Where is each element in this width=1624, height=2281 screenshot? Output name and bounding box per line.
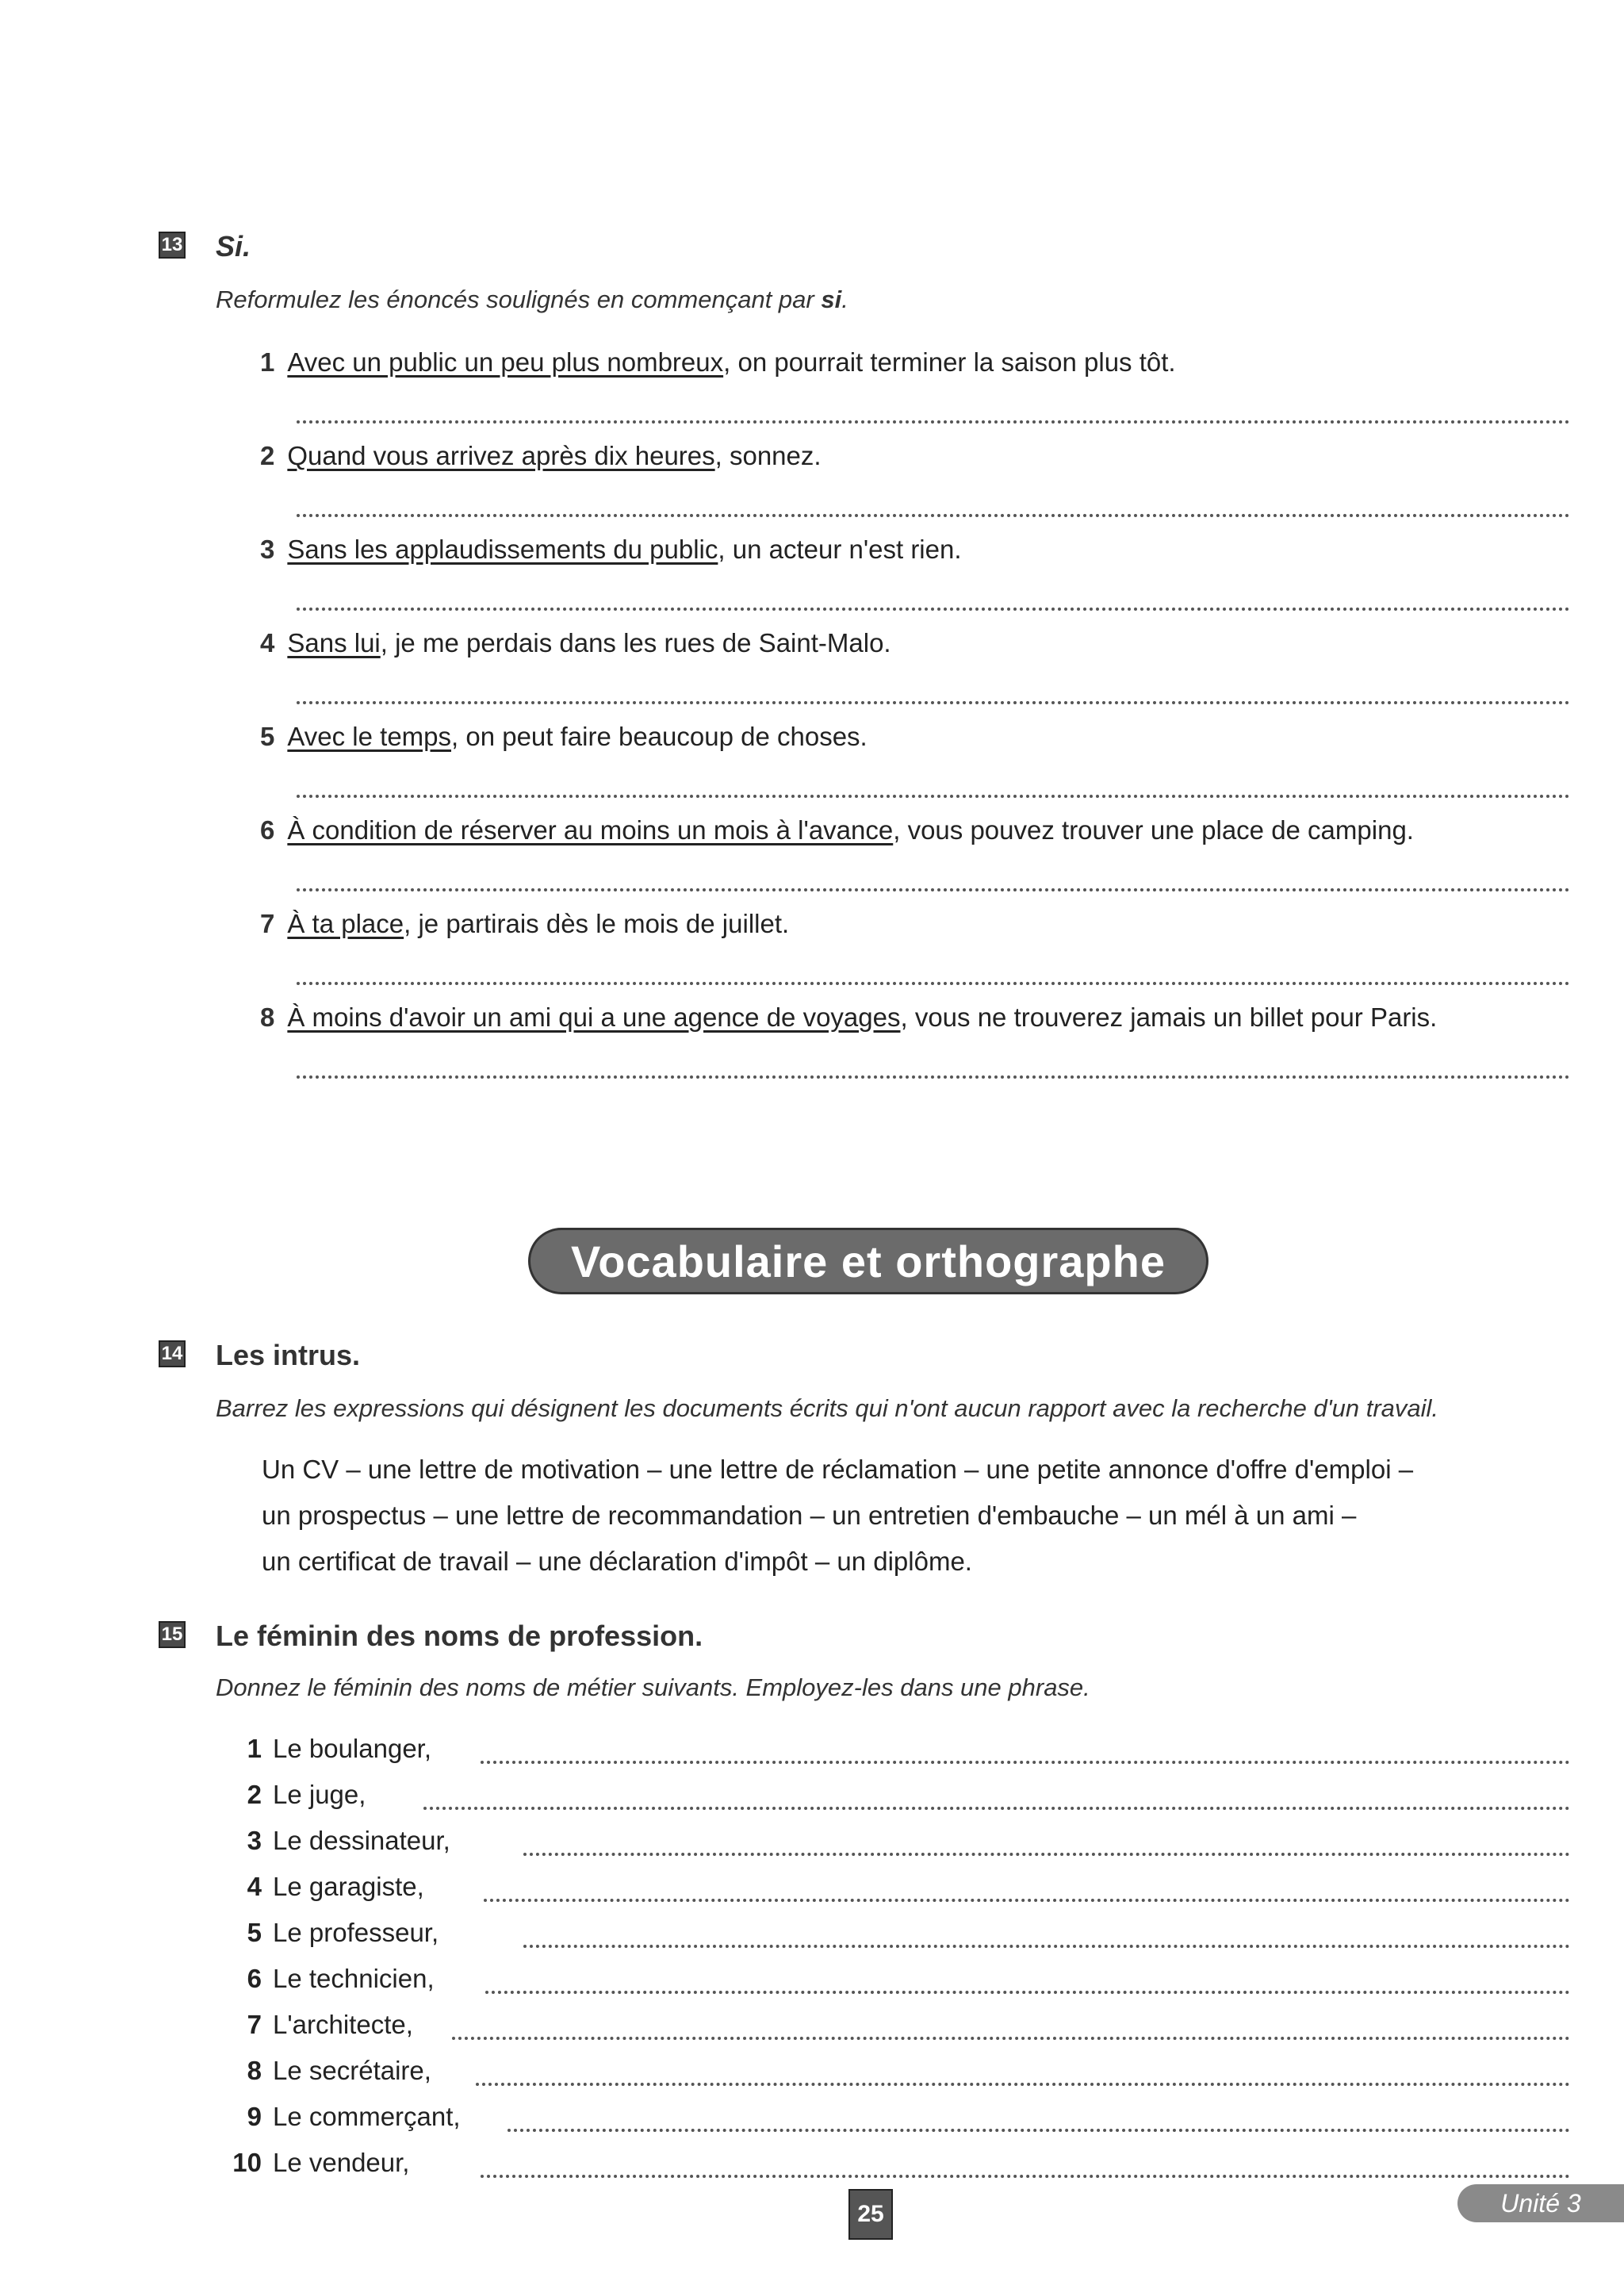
item-rest: , vous ne trouverez jamais un billet pour Paris. (900, 1002, 1438, 1032)
underlined-phrase: À condition de réserver au moins un mois à l'avance (287, 815, 894, 845)
section-banner-vocabulaire: Vocabulaire et orthographe (528, 1228, 1208, 1294)
profession-item-5 (230, 1918, 439, 1948)
item-number: 8 (247, 2056, 262, 2085)
profession-item-2 (230, 1780, 366, 1810)
exercise-number-14: 14 (159, 1340, 186, 1367)
exercise-13-title: Si. (216, 230, 251, 263)
profession-item-3 (230, 1826, 450, 1856)
intrus-line-2[interactable]: un prospectus – une lettre de recommandation – un entretien d'embauche – un mél à un ami – (262, 1501, 1357, 1530)
answer-line[interactable] (297, 982, 1570, 985)
ex13-item-8 (260, 1002, 1437, 1033)
profession-item-4 (230, 1872, 424, 1902)
profession-label: Le vendeur, (273, 2148, 410, 2177)
instruction-text: Reformulez les énoncés soulignés en commençant par (216, 286, 822, 313)
unit-tab: Unité 3 (1457, 2184, 1624, 2222)
instruction-end: . (841, 286, 848, 313)
underlined-phrase: Sans les applaudissements du public (287, 535, 718, 564)
item-number: 1 (260, 347, 275, 377)
answer-line[interactable] (297, 1075, 1570, 1079)
underlined-phrase: Avec un public un peu plus nombreux (287, 347, 724, 377)
item-number: 4 (247, 1872, 262, 1901)
item-number: 1 (247, 1734, 262, 1763)
item-number: 2 (247, 1780, 262, 1809)
profession-label: L'architecte, (273, 2010, 413, 2039)
intrus-line-3[interactable]: un certificat de travail – une déclaration d'impôt – un diplôme. (262, 1547, 972, 1576)
profession-label: Le technicien, (273, 1964, 435, 1993)
profession-label: Le boulanger, (273, 1734, 432, 1763)
exercise-15-instruction: Donnez le féminin des noms de métier suivants. Employez-les dans une phrase. (216, 1673, 1090, 1701)
underlined-phrase: Avec le temps (287, 722, 452, 751)
answer-line[interactable] (423, 1807, 1570, 1810)
ex13-item-5 (260, 722, 868, 752)
answer-line[interactable] (476, 2083, 1570, 2086)
instruction-keyword: si (821, 286, 842, 313)
profession-label: Le secrétaire, (273, 2056, 431, 2085)
underlined-phrase: À ta place (287, 909, 404, 938)
exercise-15-title: Le féminin des noms de profession. (216, 1620, 703, 1652)
exercise-number-13: 13 (159, 232, 186, 259)
profession-label: Le dessinateur, (273, 1826, 450, 1855)
item-number: 8 (260, 1002, 275, 1032)
profession-label: Le professeur, (273, 1918, 439, 1947)
answer-line[interactable] (297, 420, 1570, 424)
profession-item-8 (230, 2056, 431, 2086)
answer-line[interactable] (481, 1761, 1570, 1764)
item-rest: , sonnez. (714, 441, 822, 470)
item-number: 3 (260, 535, 275, 564)
item-number: 6 (260, 815, 275, 845)
ex13-item-2 (260, 441, 822, 471)
profession-item-1 (230, 1734, 431, 1764)
answer-line[interactable] (297, 608, 1570, 611)
answer-line[interactable] (508, 2129, 1570, 2132)
item-number: 5 (247, 1918, 262, 1947)
ex13-item-6 (260, 815, 1414, 845)
item-rest: , je partirais dès le mois de juillet. (404, 909, 790, 938)
item-number: 6 (247, 1964, 262, 1993)
item-rest: , on peut faire beaucoup de choses. (451, 722, 868, 751)
item-rest: , je me perdais dans les rues de Saint-Malo. (380, 628, 891, 657)
item-number: 10 (232, 2148, 262, 2177)
underlined-phrase: Sans lui (287, 628, 381, 657)
answer-line[interactable] (297, 795, 1570, 798)
exercise-14-instruction: Barrez les expressions qui désignent les documents écrits qui n'ont aucun rapport avec la recherche d'un travail. (216, 1394, 1439, 1422)
item-number: 7 (260, 909, 275, 938)
answer-line[interactable] (523, 1945, 1570, 1948)
ex13-item-4 (260, 628, 891, 658)
answer-line[interactable] (297, 514, 1570, 517)
item-rest: , un acteur n'est rien. (718, 535, 962, 564)
answer-line[interactable] (297, 888, 1570, 891)
item-number: 7 (247, 2010, 262, 2039)
ex13-item-1 (260, 347, 1176, 378)
answer-line[interactable] (484, 1899, 1570, 1902)
intrus-line-1[interactable]: Un CV – une lettre de motivation – une lettre de réclamation – une petite annonce d'offre d'emploi – (262, 1455, 1414, 1484)
exercise-13-instruction (216, 286, 848, 314)
ex13-item-7 (260, 909, 789, 939)
profession-item-7 (230, 2010, 413, 2040)
profession-item-6 (230, 1964, 435, 1994)
item-number: 2 (260, 441, 275, 470)
item-number: 3 (247, 1826, 262, 1855)
item-number: 4 (260, 628, 275, 657)
answer-line[interactable] (297, 701, 1570, 704)
item-number: 5 (260, 722, 275, 751)
answer-line[interactable] (523, 1853, 1570, 1856)
page-number: 25 (848, 2189, 893, 2240)
exercise-number-15: 15 (159, 1621, 186, 1648)
profession-label: Le commerçant, (273, 2102, 461, 2131)
underlined-phrase: À moins d'avoir un ami qui a une agence de voyages (287, 1002, 901, 1032)
profession-item-10 (230, 2148, 409, 2178)
ex13-item-3 (260, 535, 962, 565)
exercise-14-title: Les intrus. (216, 1339, 361, 1371)
item-rest: , on pourrait terminer la saison plus tôt. (723, 347, 1176, 377)
item-number: 9 (247, 2102, 262, 2131)
profession-item-9 (230, 2102, 461, 2132)
profession-label: Le garagiste, (273, 1872, 424, 1901)
item-rest: , vous pouvez trouver une place de camping. (893, 815, 1414, 845)
answer-line[interactable] (452, 2037, 1570, 2040)
answer-line[interactable] (485, 1991, 1570, 1994)
profession-label: Le juge, (273, 1780, 366, 1809)
underlined-phrase: Quand vous arrivez après dix heures (287, 441, 715, 470)
answer-line[interactable] (481, 2175, 1570, 2178)
